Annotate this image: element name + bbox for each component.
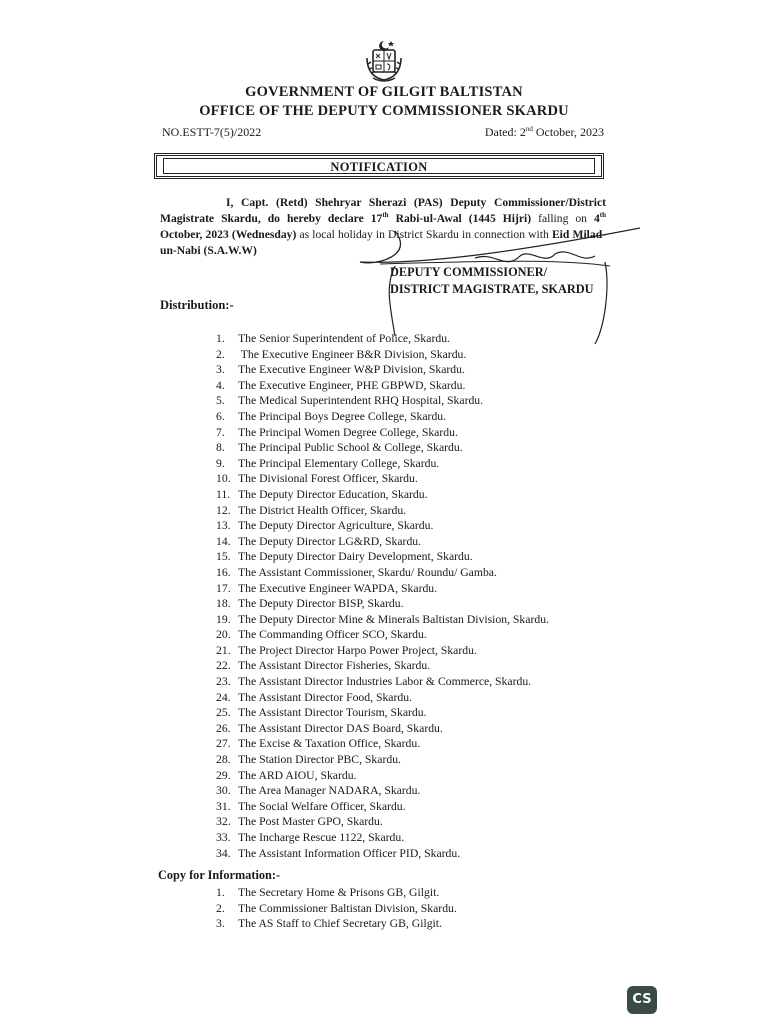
- list-item-number: 27.: [216, 737, 231, 751]
- list-item: [216, 768, 549, 784]
- list-item-text: The Station Director PBC, Skardu.: [238, 753, 401, 767]
- list-item-text: The Deputy Director LG&RD, Skardu.: [238, 534, 422, 548]
- list-item-text: The Area Manager NADARA, Skardu.: [238, 784, 421, 798]
- list-item-text: The Deputy Director Education, Skardu.: [238, 487, 428, 501]
- list-item-number: 32.: [216, 815, 231, 829]
- list-item-text: The Principal Women Degree College, Skardu.: [238, 425, 458, 439]
- list-item-number: 23.: [216, 675, 231, 689]
- list-item: [216, 581, 549, 597]
- list-item: [216, 690, 549, 706]
- signatory-title: DEPUTY COMMISSIONER/: [390, 265, 548, 279]
- reference-row: [162, 125, 604, 140]
- list-item-number: 25.: [216, 706, 231, 720]
- list-item-text: The Executive Engineer B&R Division, Skardu.: [238, 347, 467, 361]
- list-item-number: 2.: [216, 901, 225, 915]
- document-date: Dated: 2nd October, 2023: [484, 125, 604, 139]
- list-item-number: 33.: [216, 831, 231, 844]
- list-item-text: The Assistant Director Food, Skardu.: [238, 690, 412, 704]
- list-item: [216, 830, 549, 846]
- list-item: [216, 347, 549, 363]
- list-item-text: The Post Master GPO, Skardu.: [238, 815, 383, 829]
- list-item: [216, 534, 549, 550]
- list-item: [216, 596, 549, 612]
- list-item: [216, 503, 549, 519]
- list-item-text: The Senior Superintendent of Police, Skardu.: [238, 332, 450, 345]
- list-item-text: The Executive Engineer W&P Division, Skardu.: [238, 363, 465, 377]
- list-item-text: The Project Director Harpo Power Project, Skardu.: [238, 643, 477, 657]
- list-item-text: The Incharge Rescue 1122, Skardu.: [238, 831, 405, 844]
- list-item: [216, 885, 457, 901]
- list-item: [216, 799, 549, 815]
- list-item-number: 24.: [216, 690, 231, 704]
- list-item: [216, 658, 549, 674]
- list-item: [216, 916, 457, 932]
- list-item-text: The District Health Officer, Skardu.: [238, 503, 407, 517]
- list-item-text: The Principal Public School & College, Skardu.: [238, 441, 463, 455]
- list-item-text: The Assistant Director DAS Board, Skardu.: [238, 721, 443, 735]
- list-item-number: 6.: [216, 409, 225, 423]
- list-item-number: 5.: [216, 394, 225, 408]
- list-item-number: 1.: [216, 886, 225, 899]
- list-item-text: The Principal Boys Degree College, Skardu.: [238, 409, 447, 423]
- list-item: [216, 846, 549, 862]
- list-item: [216, 612, 549, 628]
- list-item-text: The AS Staff to Chief Secretary GB, Gilgit.: [238, 917, 442, 931]
- list-item-text: The Secretary Home & Prisons GB, Gilgit.: [238, 886, 440, 899]
- list-item-text: The Commanding Officer SCO, Skardu.: [238, 628, 427, 642]
- distribution-heading: Distribution:-: [160, 298, 234, 312]
- list-item-text: The Executive Engineer, PHE GBPWD, Skardu.: [238, 378, 466, 392]
- list-item-text: The Social Welfare Officer, Skardu.: [238, 799, 406, 813]
- list-item: [216, 440, 549, 456]
- list-item: [216, 814, 549, 830]
- list-item-text: The Assistant Commissioner, Skardu/ Roundu/ Gamba.: [238, 565, 497, 579]
- list-item-number: 28.: [216, 753, 231, 767]
- list-item-text: The Assistant Director Industries Labor & Commerce, Skardu.: [238, 675, 532, 689]
- list-item: [216, 331, 549, 347]
- list-item: [216, 518, 549, 534]
- office-title: OFFICE OF THE DEPUTY COMMISSIONER SKARDU: [199, 103, 569, 119]
- list-item: [216, 721, 549, 737]
- list-item-number: 11.: [216, 487, 231, 501]
- list-item: [216, 643, 549, 659]
- list-item-number: 30.: [216, 784, 231, 798]
- list-item-number: 15.: [216, 550, 231, 564]
- list-item: [216, 378, 549, 394]
- list-item-number: 1.: [216, 332, 225, 345]
- list-item: [216, 752, 549, 768]
- list-item-number: 10.: [216, 472, 231, 486]
- list-item: [216, 362, 549, 378]
- list-item-number: 13.: [216, 519, 231, 533]
- list-item: [216, 549, 549, 565]
- list-item: [216, 409, 549, 425]
- list-item-text: The Excise & Taxation Office, Skardu.: [238, 737, 421, 751]
- list-item-number: 9.: [216, 456, 225, 470]
- list-item: [216, 565, 549, 581]
- list-item-number: 34.: [216, 846, 231, 860]
- list-item-number: 12.: [216, 503, 231, 517]
- list-item: [216, 627, 549, 643]
- reference-number: NO.ESTT-7(5)/2022: [162, 125, 262, 139]
- signatory-designation: DISTRICT MAGISTRATE, SKARDU: [390, 282, 594, 296]
- government-emblem-icon: [361, 38, 407, 84]
- list-item: [216, 471, 549, 487]
- copy-heading: Copy for Information:-: [158, 868, 281, 882]
- signature-block: [390, 264, 594, 298]
- list-item-number: 7.: [216, 425, 225, 439]
- notification-body: I, Capt. (Retd) Shehryar Sherazi (PAS) Deputy Commissioner/District Magistrate Skardu, do hereby declare 17th Rabi-ul-Awal (1445 Hijri) falling on 4th October, 2023 (Wednesday) as local holiday in District Skardu in connection with Eid Milad-un-Nabi (S.A.W.W): [160, 196, 607, 257]
- list-item-number: 16.: [216, 565, 231, 579]
- list-item-text: The Assistant Information Officer PID, Skardu.: [238, 846, 461, 860]
- list-item-text: The Assistant Director Fisheries, Skardu.: [238, 659, 431, 673]
- list-item-number: 3.: [216, 917, 225, 931]
- list-item: [216, 705, 549, 721]
- list-item-number: 20.: [216, 628, 231, 642]
- distribution-list: [216, 331, 549, 861]
- list-item-text: The Principal Elementary College, Skardu.: [238, 456, 440, 470]
- government-title: GOVERNMENT OF GILGIT BALTISTAN: [245, 84, 523, 100]
- list-item: [216, 393, 549, 409]
- list-item-number: 19.: [216, 612, 231, 626]
- list-item-number: 26.: [216, 721, 231, 735]
- list-item-text: The Commissioner Baltistan Division, Skardu.: [238, 901, 457, 915]
- list-item: [216, 425, 549, 441]
- list-item-number: 18.: [216, 597, 231, 611]
- list-item-number: 17.: [216, 581, 231, 595]
- list-item-number: 4.: [216, 378, 225, 392]
- list-item: [216, 901, 457, 917]
- copy-list: [216, 885, 457, 932]
- list-item: [216, 487, 549, 503]
- list-item: [216, 456, 549, 472]
- list-item-text: The Assistant Director Tourism, Skardu.: [238, 706, 427, 720]
- notification-title: NOTIFICATION: [330, 160, 428, 174]
- list-item-text: The Deputy Director BISP, Skardu.: [238, 597, 404, 611]
- list-item-number: 8.: [216, 441, 225, 455]
- list-item-number: 21.: [216, 643, 231, 657]
- list-item: [216, 674, 549, 690]
- list-item: [216, 736, 549, 752]
- list-item-number: 31.: [216, 799, 231, 813]
- list-item-text: The Divisional Forest Officer, Skardu.: [238, 472, 418, 486]
- camscanner-badge: CS: [627, 986, 657, 1014]
- list-item: [216, 783, 549, 799]
- list-item-number: 2.: [216, 347, 225, 361]
- list-item-text: The Medical Superintendent RHQ Hospital, Skardu.: [238, 394, 484, 408]
- notification-title-box: [154, 153, 604, 179]
- list-item-number: 22.: [216, 659, 231, 673]
- list-item-number: 29.: [216, 768, 231, 782]
- list-item-text: The ARD AIOU, Skardu.: [238, 768, 357, 782]
- list-item-text: The Deputy Director Dairy Development, Skardu.: [238, 550, 473, 564]
- list-item-number: 14.: [216, 534, 231, 548]
- list-item-text: The Deputy Director Agriculture, Skardu.: [238, 519, 434, 533]
- list-item-text: The Deputy Director Mine & Minerals Baltistan Division, Skardu.: [238, 612, 549, 626]
- list-item-text: The Executive Engineer WAPDA, Skardu.: [238, 581, 438, 595]
- list-item-number: 3.: [216, 363, 225, 377]
